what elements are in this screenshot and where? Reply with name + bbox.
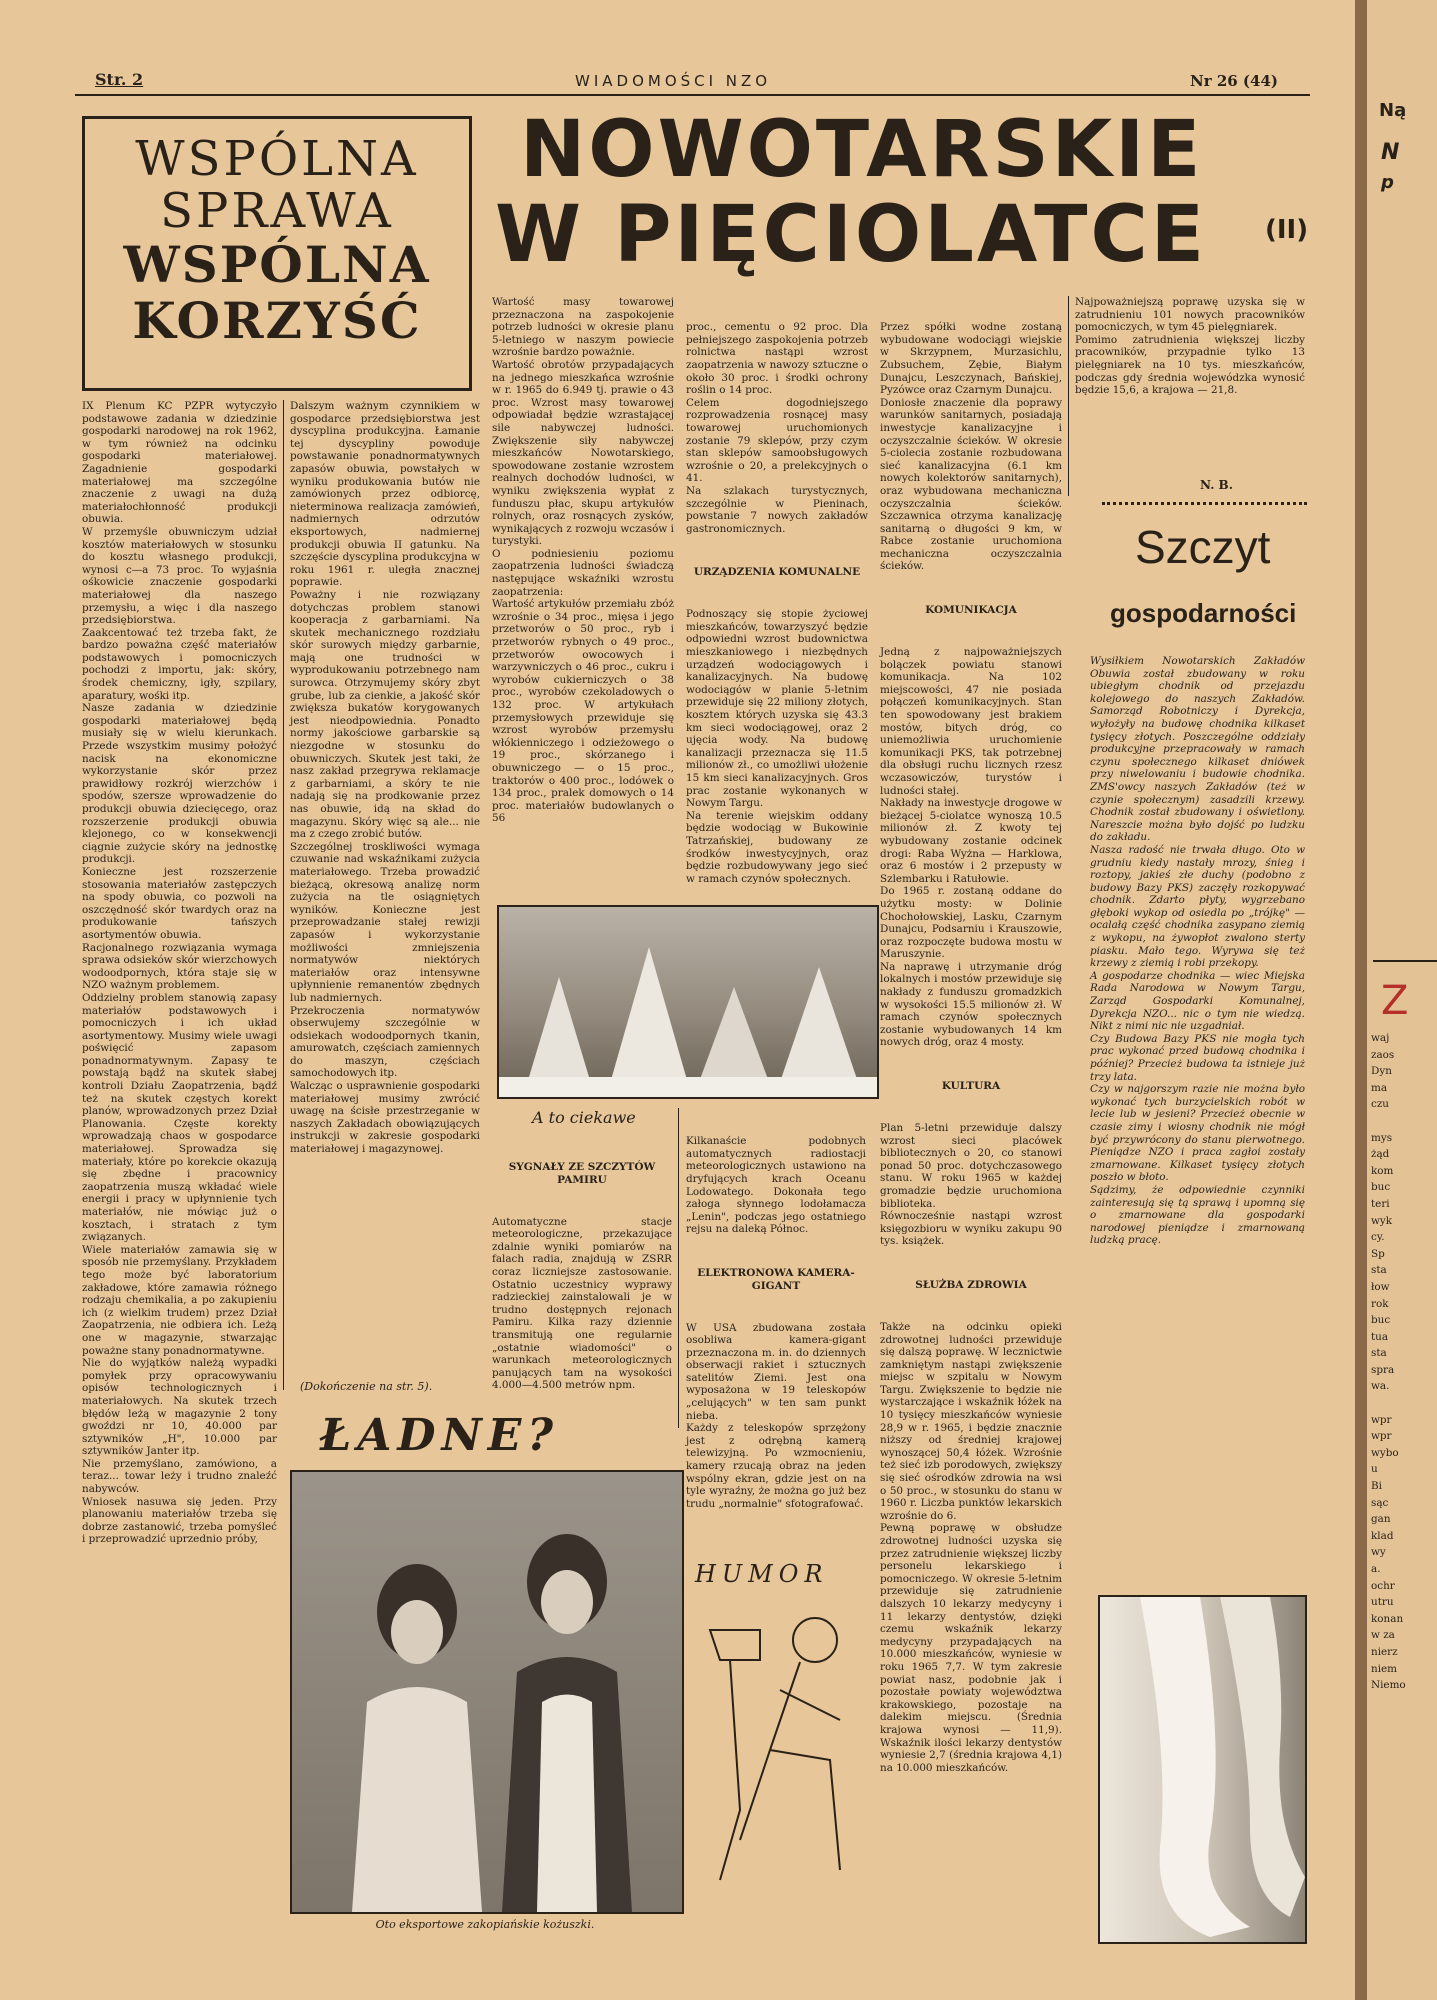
main-col-3-text-d: Także na odcinku opieki zdrowotnej ludności przewiduje się dalszą poprawę. W lecznictwie zamkniętym nastąpi zwiększenie miejsc w szpitalu w Nowym Targu. Zwiększenie to będzie nie wystarczające i wskaźnik łóżek na 10 tysięcy mieszkańców wyniesie 28,9 w r. 1965, i będzie znacznie niższy od średniej krajowej wynoszącej 50,4 łóżek. Wzrośnie też sieć izb porodowych, zwiększy się sieć ośrodków zdrowia na wsi o 50 proc., w stosunku do stanu w 1960 r. Liczba punktów lekarskich wzrośnie do 6. Pewną poprawę w obsłudze zdrowotnej ludności uzyska się przez zatrudnienie większej liczby personelu lekarskiego i pomocniczego. W okresie 5-letnim przewiduje się zatrudnienie dalszych 10 lekarzy medycyny i 11 lekarzy dentystów, dzięki czemu wskaźnik lekarzy medycyny przypadających na 10.000 mieszkańców, wyniesie w roku 1965 7,7. W tym zakresie powiat nasz, podobnie jak i pozostałe powiaty województwa krakowskiego, pozostaje na dalekim miejscu. (Średnia krajowa wynosi — 11,9). Wskaźnik ilości lekarzy dentystów wyniesie 2,7 (średnia krajowa 4,1) na 10.000 mieszkańców.: [880, 1320, 1062, 1774]
author-signature: N. B.: [1200, 478, 1233, 492]
curiosity-col-2: [686, 1110, 870, 1536]
fold-shadow: [1355, 0, 1367, 2000]
main-col-3: [880, 296, 1062, 1906]
section-head-zdrowie: SŁUŻBA ZDROWIA: [915, 1279, 1027, 1292]
continued-note: (Dokończenie na str. 5).: [300, 1380, 433, 1393]
left-title-box: [82, 116, 472, 391]
left-article-col-2: Dalszym ważnym czynnikiem w gospodarce przedsiębiorstwa jest dyscyplina produkcyjna. Łamanie tej dyscypliny powoduje powstawanie ponadnormatywnych zapasów obuwia, powstałych w wyniku produkowania butów nie zamówionych przez odbiorcę, nieterminowa realizacja zamówień, nadmiernych odrzutów eksportowych, nadmiernej produkcji obuwia II gatunku. Na szczęście dyscyplina produkcyjna w roku 1961 r. uległa znacznej poprawie. Poważny i nie rozwiązany dotychczas problem stanowi kooperacja z garbarniami. Na skutek mechanicznego rozdziału skór surowych między garbarnie, mają one trudności w wyprodukowaniu potrzebnego nam surowca. Otrzymujemy skóry zbyt grube, lub za cienkie, a jakość skór zwiększa bukatów korygowanych jest nieodpowiednia. Ponadto normy jakościowe garbarskie są niezgodne w stosunku do obuwniczych. Skutek jest taki, że nasz zakład przegrywa reklamacje z garbarniami, a skóry te nie nadają się na prodkowanie przez nas obuwie, idą na skład do magazynu. Skóry więc są ale... nie ma z czego zrobić butów. Szczególnej troskliwości wymaga czuwanie nad wskaźnikami zużycia materiałowego. Trzeba prowadzić bieżącą, okresową analizę norm zużycia na tle osiągniętych wyników. Konieczne jest przeprowadzanie stałej rewizji zapasów i wykorzystanie możliwości zmniejszenia normatywów niektórych materiałów oraz intensywne upłynnienie remanentów zbędnych lub nadmiernych. Przekroczenia normatywów obserwujemy szczególnie w odsiekach wodoodpornych tkanin, amurowatch, częściach zamiennych do maszyn, częściach samochodowych itp. Walcząc o usprawnienie gospodarki materiałowej musimy zwrócić uwagę na ścisłe przestrzeganie w naszych Zakładach obowiązujących instrukcji w zakresie gospodarki materiałowej i magazynowej.: [290, 400, 480, 1156]
column-rule-2: [1068, 296, 1069, 496]
left-title-line-1: WSPÓLNA: [135, 131, 419, 187]
right-edge-rule: [1373, 960, 1437, 962]
ladne-caption: Oto eksportowe zakopiańskie kożuszki.: [375, 1918, 595, 1931]
szczyt-text: Wysiłkiem Nowotarskich Zakładów Obuwia został zbudowany w roku ubiegłym chodnik od przejazdu kolejowego do naszych Zakładów. Samorząd Robotniczy i Dyrekcja, wyłożyły na budowę chodnika kilkaset tysięcy złotych. Poszczególne oddziały produkcyjne przepracowały w ramach czynu społecznego kilkaset dniówek przy niwelowaniu i budowie chodnika. ZMS'owcy naszych Zakładów (też w czynie społecznym) zasadzili krzewy. Chodnik został zbudowany i oświetlony. Nareszcie można było dojść po ludzku do zakładu. Nasza radość nie trwała długo. Oto w grudniu kiedy nastały mrozy, śnieg i roztopy, jakieś złe duchy (podobno z budowy Bazy PKS) zaczęły rozkopywać chodnik. Zdarto płyty, wygrzebano głęboki wykop od osiedla po „trójkę" — ocalałą część chodnika zasypano ziemią z wykopu, na żywopłot zwalono sterty piasku. Mało tego. Wyrywa się też krzewy z ziemią i robi przekopy. A gospodarze chodnika — wiec Miejska Rada Narodowa w Nowym Targu, Zarząd Gospodarki Komunalnej, Dyrekcja NZO... nic o tym nie wiedzą. Nikt z nimi nic nie uzgadniał. Czy Budowa Bazy PKS nie mogła tych prac wykonać przed budową chodnika i później? Przecież budowa ta istnieje już trzy lata. Czy w najgorszym razie nie można było wykonać tych burzycielskich robót w lecie lub w jesieni? Przecież obecnie w czasie zimy i wiosny chodnik nie mógł być przywrócony do stanu pierwotnego. Pieniądze NZO i praca zagłoi zostały zmarnowane. Kilkaset tysięcy złotych poszło w błoto. Sądzimy, że odpowiednie czynniki zainteresują się tą sprawą i upomną się o zmarnowane dla gospodarki narodowej pieniądze i zmarnowaną ludzką pracę.: [1090, 655, 1305, 1247]
szczyt-title: Szczyt: [1135, 521, 1271, 573]
ladne-photo: [290, 1470, 684, 1914]
szczyt-border: [1102, 502, 1307, 507]
curiosity-rule: [678, 1108, 679, 1428]
header-rule: [75, 94, 1310, 96]
stockings-icon: [1100, 1597, 1305, 1942]
main-title-line-1: NOWOTARSKIE: [520, 105, 1204, 195]
right-edge-column: waj zaos Dyn ma czu mys żąd kom buc teri wyk cy. Sp sta łow rok buc tua sta spra wa. wpr wpr wybo u Bi sąc gan klad wy a. ochr utru konan w za nierz niem Niemo: [1371, 1032, 1406, 1692]
main-col-3-text: Przez spółki wodne zostaną wybudowane wodociągi wiejskie w Skrzypnem, Murzasichlu, Zubsuchem, Zębie, Białym Dunajcu, Leszczynach, Bańskiej, Pyzówce oraz Czarnym Dunajcu. Doniosłe znaczenie dla poprawy warunków sanitarnych, posiadają inwestycje kanalizacyjne i oczyszczalnie ścieków. W okresie 5-ciolecia zostanie rozbudowana sieć kanalizacyjna (6.1 km nowych kolektorów sanitarnych), oraz wybudowana mechaniczna oczyszczalnia ścieków. Szczawnica otrzyma kanalizację sanitarną o długości 9 km, w Rabce zostanie uruchomiona mechaniczna oczyszczalnia ścieków.: [880, 321, 1062, 573]
main-col-3-text-b: Jedną z najpoważniejszych bolączek powiatu stanowi komunikacja. Na 102 miejscowości, 47 nie posiada połączeń komunikacyjnych. Stan ten spowodowany jest brakiem mostów, bitych dróg, co uniemożliwia uruchomienie komunikacji PKS, tak potrzebnej dla obsługi ruchu licznych rzesz wczasowiczów, turystów i ludności stałej. Nakłady na inwestycje drogowe w bieżącej 5-ciolatce wynoszą 10.5 milionów zł. Z kwoty tej wybudowany zostanie odcinek drogi: Raba Wyżna — Harklowa, oraz 6 mostów i 2 przepusty w Szlembarku i Ratułowie. Do 1965 r. zostaną oddane do użytku mosty: w Dolinie Chochołowskiej, Lasku, Czarnym Dunajcu, Podsarniu i Krauszowie, oraz rozpoczęte budowa mostu w Maruszynie. Na naprawę i utrzymanie dróg lokalnych i mostów przewiduje się nakłady z funduszu gromadzkich w wysokości 15.5 milionów zł. W ramach czynów społecznych zostanie wybudowanych 14 km nowych dróg, oraz 4 mosty.: [880, 646, 1062, 1049]
left-title-line-4: KORZYŚĆ: [132, 291, 422, 350]
main-title-part: (II): [1265, 215, 1309, 245]
right-edge-top-1: Ną: [1379, 100, 1407, 121]
main-col-4: Najpoważniejszą poprawę uzyska się w zatrudnieniu 101 nowych pracowników pomocniczych, w tym 45 pielęgniarek. Pomimo zatrudnienia większej liczby pracowników, przypadnie tylko 13 pielęgniarek na 10 tys. mieszkańców, podczas gdy średnia wojewódzka wynosić będzie 15,6, a krajowa — 21,8.: [1075, 296, 1305, 397]
issue-number: Nr 26 (44): [1190, 72, 1279, 90]
left-article-col-1: IX Plenum KC PZPR wytyczyło podstawowe zadania w dziedzinie gospodarki narodowej na rok 1962, w tym również na odcinku gospodarki materiałowej. Zagadnienie gospodarki materiałowej ma szczególne znaczenie z uwagi na dużą materiałochłonność produkcji obuwia. W przemyśle obuwniczym udział kosztów materiałowych w stosunku do kosztu własnego produkcji, wynosi c—a 73 proc. To wyjaśnia ośkowicie znaczenie gospodarki materiałowej dla naszego przemysłu, a więc i dla naszego przedsiębiorstwa. Zaakcentować też trzeba fakt, że bardzo poważna część materiałów podstawowych i pomocniczych pochodzi z importu, jak: skóry, środek chemiczny, igły, szpilary, aparatury, wośki itp. Nasze zadania w dziedzinie gospodarki materiałowej będą musiały się w wielu kierunkach. Przede wszystkim musimy położyć nacisk na ekonomiczne wykorzystanie skór przez prawidłowy rozkrój wierzchów i spodów, szersze wprowadzenie do produkcji obuwia dziecięcego, oraz rozszerzenie produkcji obuwia klejonego, co w konsekwencji ciągnie zużycie skóry na jednostkę produkcji. Konieczne jest rozszerzenie stosowania materiałów zastępczych na spody obuwia, co pozwoli na oszczędność skór twardych oraz na produkowanie tańszych asortymentów obuwia. Racjonalnego rozwiązania wymaga sprawa odsieków skór wierzchowych wodoodpornych, która staje się w NZO ważnym problemem. Oddzielny problem stanowią zapasy materiałów podstawowych i pomocniczych i ich układ asortymentowy. Musimy wiele uwagi poświęcić zapasom ponadnormatywnym. Zapasy te powstają bądź na skutek słabej kontroli Działu Zaopatrzenia, bądź też na skutek częstych korekt planów, wprowadzonych przez Dział Planowania. Częste korekty wprowadzają chaos w gospodarce materiałowej. Sprowadza się materiały, które po korekcie okazują się zbędne i pracownicy zaopatrzenia muszą wkładać wiele energii i pracy w upłynnienie tych materiałów, nie mówiąc już o kosztach, i stratach z tym związanych. Wiele materiałów zamawia się w sposób nie przemyślany. Przykładem tego może być laboratorium zakładowe, które zamawia różnego rodzaju chemikalia, a po zakupieniu ich (z wielkim trudem) przez Dział Zaopatrzenia, nie odbiera ich. Leżą one w magazynie, stwarzając poważne stany ponadnormatywne. Nie do wyjątków należą wypadki pomyłek przy opracowywaniu opisów technologicznych i materiałowych. Na skutek trzech błędów leżą w magazynie 2 tony gwoździ nr 10, 40.000 par sztywników „H", 10.000 par sztywników Janter itp. Nie przemyślano, zamówiono, a teraz... towar leży i trudno znaleźć nabywców. Wniosek nasuwa się jeden. Przy planowaniu materiałów trzeba się dobrze zastanowić, trzeba pomyśleć i przeprowadzić uprzednio próby,: [82, 400, 278, 1546]
main-col-2: [686, 296, 868, 896]
masthead: WIADOMOŚCI NZO: [575, 72, 772, 90]
section-head-komunikacja: KOMUNIKACJA: [925, 604, 1017, 617]
cartoon-icon: [700, 1600, 870, 1890]
snow-trees-icon: [499, 907, 877, 1097]
curiosity-header: A to ciekawe: [532, 1108, 636, 1127]
right-edge-top-2: N: [1381, 140, 1400, 165]
left-title-line-2: SPRAWA: [160, 183, 394, 239]
main-col-2-text: proc., cementu o 92 proc. Dla pełniejszego zaspokojenia potrzeb rolnictwa nastąpi wzrost zaopatrzenia w nawozy sztuczne o około 30 proc. i środki ochrony roślin o 14 proc. Celem dogodniejszego rozprowadzenia rosnącej masy towarowej uruchomionych zostanie 79 sklepów, przy czym stan sklepów samoobsługowych wzrośnie o 20, a prelekcyjnych o 41. Na szlakach turystycznych, szczególnie w Pieninach, powstanie 7 nowych zakładów gastronomicznych.: [686, 321, 868, 535]
ladne-title: ŁADNE?: [320, 1410, 560, 1461]
left-title-line-3: WSPÓLNA: [123, 235, 431, 294]
curiosity-text-2: Kilkanaście podobnych automatycznych radiostacji meteorologicznych ustawiono na dryfujących krach Oceanu Lodowatego. Dokonała tego załoga słynnego lodołamacza „Lenin", podczas jego ostatniego rejsu na daleką Północ.: [686, 1135, 870, 1236]
main-col-3-text-c: Plan 5-letni przewiduje dalszy wzrost sieci placówek bibliotecznych o 20, co stanowi ponad 50 proc. dotychczasowego stanu. W roku 1965 w każdej gromadzie będzie uruchomiona biblioteka. Równocześnie nastąpi wzrost księgozbioru w wyniku zakupu 90 tys. książek.: [880, 1122, 1062, 1248]
section-head-kultura: KULTURA: [941, 1080, 1001, 1093]
stockings-photo: [1098, 1595, 1307, 1944]
curiosity-sub-1: SYGNAŁY ZE SZCZYTÓW PAMIRU: [508, 1161, 659, 1186]
winter-photo: [497, 905, 879, 1099]
humor-title: HUMOR: [695, 1560, 829, 1588]
main-title-line-2: W PIĘCIOLATCE: [495, 190, 1207, 280]
curiosity-text-3: W USA zbudowana została osobliwa kamera-gigant przeznaczona m. in. do dziennych obserwacji rakiet i sztucznych satelitów Ziemi. Jest ona wyposażona w 19 teleskopów „celujących" w ten sam punkt nieba. Każdy z teleskopów sprzężony jest z odrębną kamerą telewizyjną. Po wzmocnieniu, kamery rzucają obraz na jeden wspólny ekran, gdzie jest on na tyle wyraźny, że można go już bez trudu „normalnie" sfotografować.: [686, 1321, 866, 1510]
two-women-icon: [292, 1472, 682, 1912]
curiosity-col-1: [492, 1130, 676, 1417]
page-number: Str. 2: [95, 70, 144, 89]
right-edge-top-3: p: [1381, 172, 1394, 193]
curiosity-text-1: Automatyczne stacje meteorologiczne, przekazujące zdalnie wyniki pomiarów na falach radia, znajdują w ZSRR coraz liczniejsze zastosowanie. Ostatnio uczestnicy wyprawy radzieckiej zainstalowali je w trudno dostępnych rejonach Pamiru. Kilka razy dziennie transmitują one regularnie „ostatnie wiadomości" o warunkach meteorologicznych panujących tam na wysokości 4.000—4.500 metrów npm.: [492, 1215, 676, 1392]
right-edge-panel: [1367, 0, 1437, 2000]
main-col-2-text-b: Podnoszący się stopie życiowej mieszkańców, towarzyszyć będzie odpowiedni wzrost budownictwa mieszkaniowego i niezbędnych urządzeń wodociągowych i kanalizacyjnych. Na budowę wodociągów w planie 5-letnim przewiduje się 22 miliony złotych, kosztem których uzyska się 43.3 km sieci wodociągowej, oraz 2 ujęcia wody. Na budowę kanalizacji przeznacza się 11.5 milionów zł., co umożliwi ułożenie 15 km sieci kanalizacyjnych. Gros prac zostanie wykonanych w Nowym Targu. Na terenie wiejskim oddany będzie wodociąg w Bukowinie Tatrzańskiej, budowany ze środków inwestycyjnych, oraz będzie rozbudowywany jego sieć w ramach czynów społecznych.: [686, 608, 868, 885]
right-edge-big-letter: Z: [1381, 978, 1409, 1024]
column-rule-1: [283, 400, 284, 1390]
humor-cartoon: [700, 1600, 870, 1890]
curiosity-box: [492, 1108, 870, 1510]
main-col-1: Wartość masy towarowej przeznaczona na zaspokojenie potrzeb ludności w okresie planu 5-letniego w naszym powiecie wzrośnie bardzo poważnie. Wartość obrotów przypadających na jednego mieszkańca wzrośnie w r. 1965 do 6.949 tj. prawie o 43 proc. Wzrost masy towarowej odpowiadał będzie wzrastającej sile nabywczej ludności. Zwiększenie siły nabywczej mieszkańców Nowotarskiego, spowodowane zostanie wzrostem realnych dochodów ludności, w wyniku zwiększenia wypłat z funduszu płac, skupu artykułów rolnych, oraz rosnących zysków, wynikających z rozwoju wczasów i turystyki. O podniesieniu poziomu zaopatrzenia ludności świadczą następujące wskaźniki wzrostu zaopatrzenia: Wartość artykułów przemiału zbóż wzrośnie o 34 proc., mięsa i jego przetworów o 50 proc., ryb i przetworów rybnych o 49 proc., przetworów owocowych i warzywniczych o 46 proc., cukru i wyrobów cukierniczych o 38 proc., wyrobów czekoladowych o 132 proc. W artykułach przemysłowych przewiduje się wzrost wyrobów przemysłu włókienniczego i odzieżowego o 19 proc., skórzanego i obuwniczego — o 15 proc., traktorów o 400 proc., lodówek o 134 proc., pralek domowych o 14 proc. materiałów budowlanych o 56: [492, 296, 674, 825]
curiosity-sub-2: ELEKTRONOWA KAMERA-GIGANT: [697, 1267, 855, 1292]
section-head-komunalne: URZĄDZENIA KOMUNALNE: [693, 566, 861, 579]
szczyt-subtitle: gospodarności: [1110, 598, 1297, 628]
